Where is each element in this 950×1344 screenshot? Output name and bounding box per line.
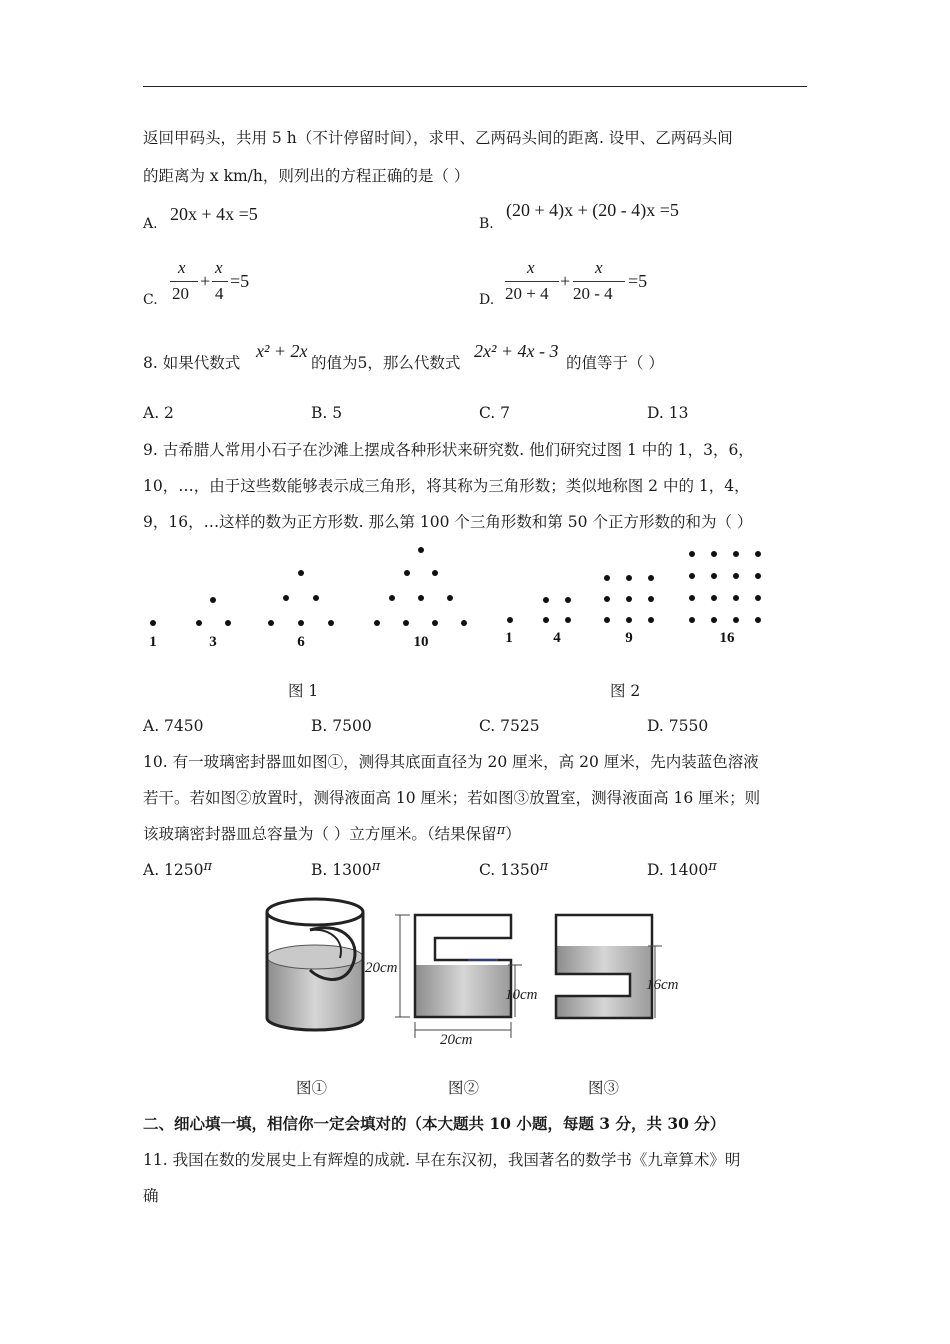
q8-expr-1: x² + 2x bbox=[256, 341, 308, 361]
q10-option-a: A. $1250^\pi$ bbox=[143, 859, 213, 879]
q7-option-b-label: B. bbox=[479, 216, 494, 232]
fig-caption-3: 图③ bbox=[588, 1079, 620, 1097]
label-20cm-width: 20cm bbox=[440, 1032, 473, 1048]
fig-1-cylinder bbox=[267, 899, 363, 1030]
fig1-label-3: 3 bbox=[209, 634, 217, 650]
q9-line-3: 9，16，…这样的数为正方形数. 那么第 100 个三角形数和第 50 个正方形数的和为（ ） bbox=[143, 513, 753, 531]
q7-option-a-expr: 20x + 4x =5 bbox=[170, 204, 258, 224]
q7-c-num-1: x bbox=[178, 258, 186, 277]
q7-d-den-1: 20 + 4 bbox=[505, 284, 549, 303]
q9-option-a: A. 7450 bbox=[143, 717, 204, 735]
q9-line-2: 10，…，由于这些数能够表示成三角形，将其称为三角形数；类似地称图 2 中的 1，4， bbox=[143, 477, 750, 495]
q7-c-num-2: x bbox=[215, 258, 223, 277]
q8-prefix: 8. 如果代数式 bbox=[143, 354, 241, 372]
q8-suffix: 的值等于（ ） bbox=[566, 354, 664, 372]
q7-c-plus: + bbox=[200, 271, 211, 291]
q10-line-1: 10. 有一玻璃密封器皿如图①，测得其底面直径为 20 厘米，高 20 厘米，先内装蓝色溶液 bbox=[143, 753, 759, 771]
q7-line-1: 返回甲码头，共用 5 h（不计停留时间），求甲、乙两码头间的距离. 设甲、乙两码头间 bbox=[143, 129, 733, 147]
q7-c-den-1: 20 bbox=[172, 284, 189, 303]
label-10cm: 10cm bbox=[505, 987, 538, 1003]
fig2-caption: 图 2 bbox=[610, 682, 641, 700]
q8-option-c: C. 7 bbox=[479, 404, 511, 422]
q7-line-2: 的距离为 x km/h，则列出的方程正确的是（ ） bbox=[143, 167, 470, 185]
q11-line-1: 11. 我国在数的发展史上有辉煌的成就. 早在东汉初，我国著名的数学书《九章算术》明 bbox=[143, 1151, 741, 1169]
q9-line-1: 9. 古希腊人常用小石子在沙滩上摆成各种形状来研究数. 他们研究过图 1 中的 1，3，6， bbox=[143, 441, 754, 459]
q7-option-d-label: D. bbox=[479, 292, 495, 308]
label-20cm-height: 20cm bbox=[365, 960, 398, 976]
q8-option-b: B. 5 bbox=[311, 404, 343, 422]
q10-option-b: B. $1300^\pi$ bbox=[311, 859, 381, 879]
header-rule bbox=[143, 86, 807, 87]
q8-middle: 的值为5，那么代数式 bbox=[311, 354, 461, 372]
q10-line-2: 若干。若如图②放置时，测得液面高 10 厘米；若如图③放置室，测得液面高 16 厘米；则 bbox=[143, 789, 761, 807]
fig2-label-16: 16 bbox=[719, 630, 735, 646]
q10-line-3 bbox=[143, 824, 521, 846]
q7-d-num-2: x bbox=[595, 258, 603, 277]
q8-expr-2: 2x² + 4x - 3 bbox=[474, 341, 559, 361]
fig-3-inverted bbox=[556, 915, 679, 1018]
q11-line-2: 确 bbox=[143, 1187, 159, 1205]
q10-option-c: C. $1350^\pi$ bbox=[479, 859, 549, 879]
dot bbox=[150, 620, 156, 626]
q7-option-d-fraction-2 bbox=[573, 258, 629, 308]
q7-d-num-1: x bbox=[527, 258, 535, 277]
fig-caption-1: 图① bbox=[296, 1079, 328, 1097]
q7-option-c-label: C. bbox=[143, 292, 158, 308]
q7-option-a-label: A. bbox=[143, 216, 158, 232]
fig-caption-2: 图② bbox=[448, 1079, 480, 1097]
q7-d-plus: + bbox=[560, 271, 571, 291]
fig2-label-9: 9 bbox=[625, 630, 633, 646]
q10-line-3a: 该玻璃密封器皿总容量为（ ）立方厘米。（结果保留 bbox=[143, 825, 497, 843]
q7-c-eq: =5 bbox=[230, 271, 250, 291]
q7-option-c-fraction-1 bbox=[170, 258, 200, 308]
q7-option-b-expr: (20 + 4)x + (20 - 4)x =5 bbox=[506, 200, 679, 220]
q7-d-eq: =5 bbox=[628, 271, 648, 291]
fig2-label-4: 4 bbox=[553, 630, 561, 646]
q8-option-a: A. 2 bbox=[143, 404, 174, 422]
fig1-label-1: 1 bbox=[149, 634, 157, 650]
fig2-label-1: 1 bbox=[505, 630, 513, 646]
fig1-label-10: 10 bbox=[413, 634, 429, 650]
q7-option-c-fraction-2 bbox=[212, 258, 232, 308]
q10-figures bbox=[250, 890, 700, 1060]
section-2-heading: 二、细心填一填，相信你一定会填对的（本大题共 10 小题，每题 3 分，共 30 分） bbox=[143, 1114, 726, 1133]
q7-d-den-2: 20 - 4 bbox=[573, 284, 613, 303]
fig-2-upright bbox=[365, 915, 538, 1048]
fig1-caption: 图 1 bbox=[288, 682, 319, 700]
label-16cm: 16cm bbox=[646, 977, 679, 993]
q9-option-d: D. 7550 bbox=[647, 717, 709, 735]
q9-option-c: C. 7525 bbox=[479, 717, 540, 735]
q8-option-d: D. 13 bbox=[647, 404, 689, 422]
q9-figures bbox=[0, 540, 950, 710]
fig1-label-6: 6 bbox=[297, 634, 305, 650]
q9-option-b: B. 7500 bbox=[311, 717, 372, 735]
q7-option-d-fraction-1 bbox=[505, 258, 561, 308]
q7-c-den-2: 4 bbox=[215, 284, 224, 303]
q10-line-3b: ） bbox=[505, 825, 521, 843]
q10-option-d: D. $1400^\pi$ bbox=[647, 859, 717, 879]
pi-symbol: π bbox=[496, 823, 506, 838]
